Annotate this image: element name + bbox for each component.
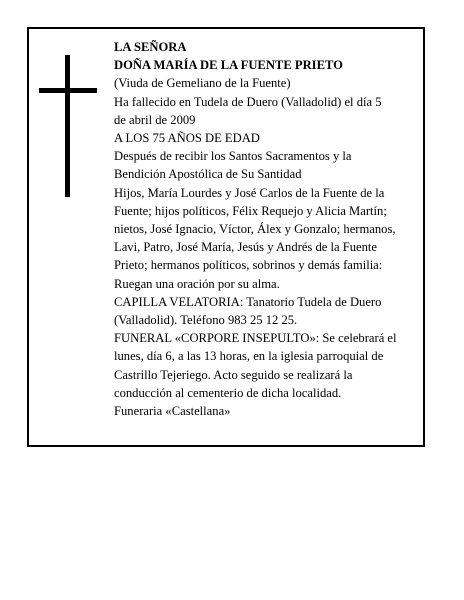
family-line: Hijos, María Lourdes y José Carlos de la Fuente de la (114, 185, 385, 200)
deceased-name: DOÑA MARÍA DE LA FUENTE PRIETO (114, 58, 343, 73)
death-line: de abril de 2009 (114, 112, 196, 127)
funeral-home: Funeraria «Castellana» (114, 404, 231, 419)
cross-vertical-bar (65, 55, 70, 197)
sacraments-line: Bendición Apostólica de Su Santidad (114, 167, 302, 182)
funeral-line: Castrillo Tejeriego. Acto seguido se realizará la (114, 367, 353, 382)
funeral-line: lunes, día 6, a las 13 horas, en la iglesia parroquial de (114, 349, 384, 364)
sacraments-line: Después de recibir los Santos Sacramentos y la (114, 149, 352, 164)
death-line: Ha fallecido en Tudela de Duero (Valladolid) el día 5 (114, 94, 382, 109)
wake-line: (Valladolid). Teléfono 983 25 12 25. (114, 313, 298, 328)
family-line: Lavi, Patro, José María, Jesús y Andrés de la Fuente (114, 240, 378, 255)
family-line: Prieto; hermanos políticos, sobrinos y demás familia: (114, 258, 383, 273)
cross-icon (39, 55, 97, 197)
age-line: A LOS 75 AÑOS DE EDAD (114, 131, 260, 146)
funeral-line: FUNERAL «CORPORE INSEPULTO»: Se celebrará el (114, 331, 397, 346)
obituary-text (114, 38, 426, 420)
notice-heading: LA SEÑORA (114, 40, 187, 54)
prayer-line: Ruegan una oración por su alma. (114, 276, 280, 291)
widow-of: (Viuda de Gemeliano de la Fuente) (114, 76, 291, 91)
family-line: nietos, José Ignacio, Víctor, Álex y Gonzalo; hermanos, (114, 222, 396, 237)
cross-horizontal-bar (39, 88, 97, 93)
wake-line: CAPILLA VELATORIA: Tanatorio Tudela de Duero (114, 294, 382, 309)
funeral-line: conducción al cementerio de dicha localidad. (114, 385, 342, 400)
family-line: Fuente; hijos políticos, Félix Requejo y Alicia Martín; (114, 203, 387, 218)
